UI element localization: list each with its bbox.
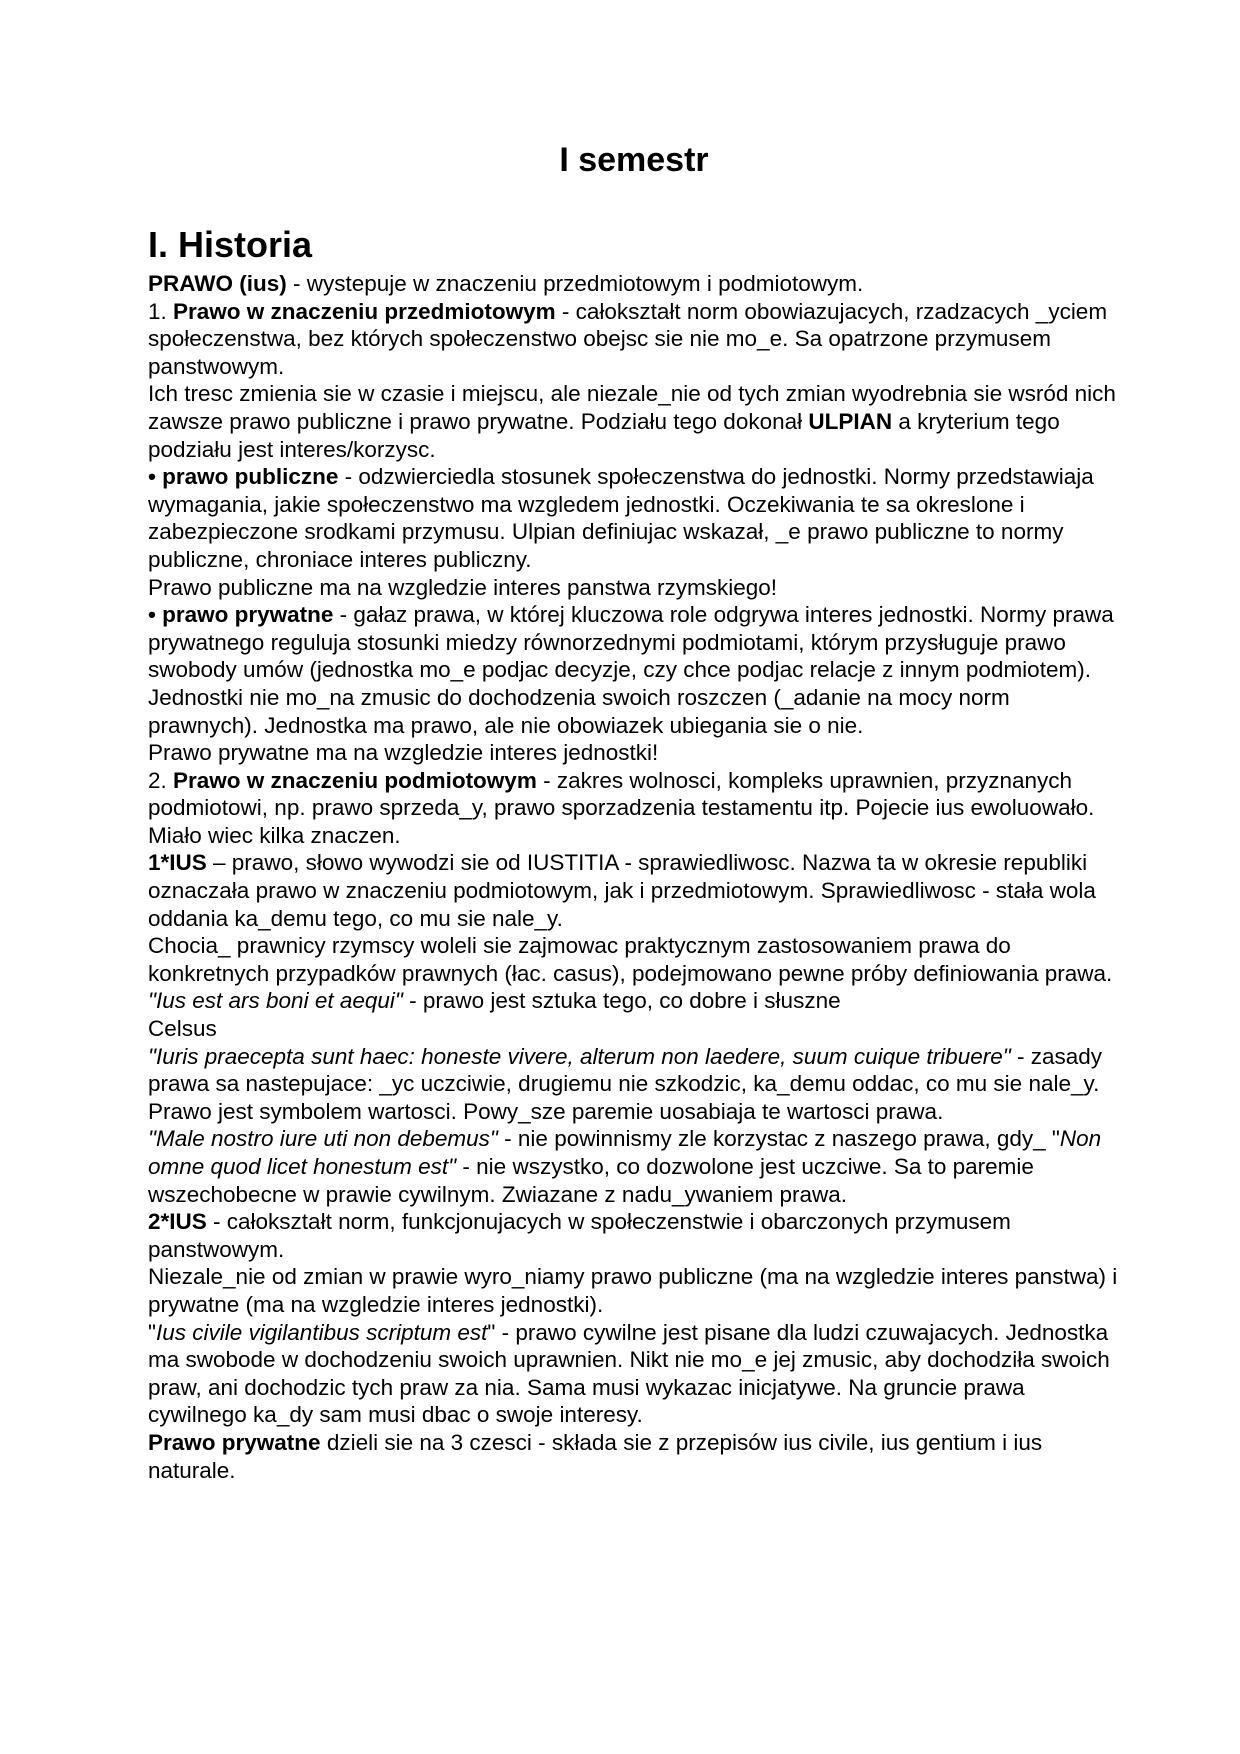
paragraph (148, 1429, 1120, 1484)
page-title: I semestr (559, 141, 709, 179)
bold-text: • prawo publiczne (148, 464, 339, 490)
text-run: - wystepuje w znaczeniu przedmiotowym i podmiotowym. (286, 271, 864, 296)
bold-text: Prawo prywatne (148, 1429, 321, 1455)
paragraph (148, 1208, 1120, 1263)
italic-text: "Iuris praecepta sunt haec: honeste vivere, alterum non laedere, suum cuique tribuere" (148, 1043, 1011, 1069)
text-run: - zasady prawa sa nastepujace: _yc uczciwie, drugiemu nie szkodzic, ka_demu oddac, co mu sie nale_y. (148, 1043, 1103, 1097)
document-body (148, 270, 1120, 1484)
paragraph (148, 932, 1120, 987)
text-run: - gałaz prawa, w której kluczowa role odgrywa interes jednostki. Normy prawa prywatnego reguluja stosunki miedzy równorzednymi podmiotami, którym przysługuje prawo swobody umów (jednostka mo_e podjac decyzje, czy chce podjac relacje z innym podmiotem). Jednostki nie mo_na zmusic do dochodzenia swoich roszczen (_adanie na mocy norm prawnych). Jednostka ma prawo, ale nie obowiazek ubiegania sie o nie. (148, 602, 1114, 738)
italic-text: Ius civile vigilantibus scriptum est (156, 1319, 488, 1345)
text-run: " - prawo cywilne jest pisane dla ludzi czuwajacych. Jednostka ma swobode w dochodzeniu swoich uprawnien. Nikt nie mo_e jej zmusic, aby dochodziła swoich praw, ani dochodzic tych praw za nia. Sama musi wykazac inicjatywe. Na gruncie prawa cywilnego ka_dy sam musi dbac o swoje interesy. (148, 1319, 1110, 1428)
bold-text: 2*IUS (148, 1209, 207, 1235)
paragraph (148, 739, 1120, 767)
paragraph (148, 987, 1120, 1015)
paragraph (148, 601, 1120, 739)
bold-text: ULPIAN (808, 408, 893, 434)
text-run: - nie powinnismy zle korzystac z naszego prawa, gdy_ " (497, 1126, 1060, 1152)
paragraph (148, 298, 1120, 381)
bold-text: Prawo w znaczeniu podmiotowym (173, 767, 537, 793)
paragraph (148, 849, 1120, 932)
text-run: Prawo publiczne ma na wzgledzie interes panstwa rzymskiego! (148, 574, 778, 600)
text-run: Celsus (148, 1016, 217, 1042)
italic-text: "Male nostro iure uti non debemus" (148, 1126, 498, 1152)
text-run: - zakres wolnosci, kompleks uprawnien, przyznanych podmiotowi, np. prawo sprzeda_y, prawo sporzadzenia testamentu itp. Pojecie ius ewoluowało. Miało wiec kilka znaczen. (148, 767, 1095, 848)
text-run: 2. (148, 767, 174, 793)
paragraph (148, 463, 1120, 573)
paragraph (148, 380, 1120, 463)
text-run: - całokształt norm obowiazujacych, rzadzacych _yciem społeczenstwa, bez których społeczenstwo obejsc sie nie mo_e. Sa opatrzone przymusem panstwowym. (148, 298, 1108, 379)
text-run: Prawo jest symbolem wartosci. Powy_sze paremie uosabiaja te wartosci prawa. (148, 1098, 944, 1124)
bold-text: 1*IUS (148, 850, 207, 876)
paragraph (148, 1125, 1120, 1208)
text-run: – prawo, słowo wywodzi sie od IUSTITIA - sprawiedliwosc. Nazwa ta w okresie republiki oznaczała prawo w znaczeniu podmiotowym, jak i przedmiotowym. Sprawiedliwosc - stała wola oddania ka_demu tego, co mu sie nale_y. (148, 850, 1096, 931)
text-run: Chocia_ prawnicy rzymscy woleli sie zajmowac praktycznym zastosowaniem prawa do konkretnych przypadków prawnych (łac. casus), podejmowano pewne próby definiowania prawa. (148, 933, 1113, 986)
bold-text: PRAWO (ius) (148, 271, 287, 296)
paragraph (148, 1098, 1120, 1126)
bold-text: Prawo w znaczeniu przedmiotowym (173, 298, 556, 324)
paragraph (148, 1015, 1120, 1043)
text-run: 1. (148, 298, 174, 324)
text-run: - nie wszystko, co dozwolone jest uczciwe. Sa to paremie wszechobecne w prawie cywilnym. Zwiazane z nadu_ywaniem prawa. (148, 1154, 1034, 1207)
paragraph (148, 767, 1120, 850)
italic-text: Non omne quod licet honestum est" (148, 1126, 1102, 1179)
section-heading: I. Historia (148, 224, 313, 265)
text-run: - całokształt norm, funkcjonujacych w społeczenstwie i obarczonych przymusem panstwowym. (148, 1209, 1011, 1262)
text-run: Ich tresc zmienia sie w czasie i miejscu, ale niezale_nie od tych zmian wyodrebnia sie wsród nich zawsze prawo publiczne i prawo prywatne. Podziału tego dokonał (148, 381, 1116, 434)
text-run: dzieli sie na 3 czesci - składa sie z przepisów ius civile, ius gentium i ius naturale. (148, 1429, 1043, 1483)
text-run: - odzwierciedla stosunek społeczenstwa do jednostki. Normy przedstawiaja wymagania, jakie społeczenstwo ma wzgledem jednostki. Oczekiwania te sa okreslone i zabezpieczone srodkami przymusu. Ulpian definiujac wskazał, _e prawo publiczne to normy publiczne, chroniace interes publiczny. (148, 464, 1094, 572)
text-run: " (148, 1319, 156, 1345)
text-run: Niezale_nie od zmian w prawie wyro_niamy prawo publiczne (ma na wzgledzie interes panstwa) i prywatne (ma na wzgledzie interes jednostki). (148, 1264, 1118, 1317)
text-run: a kryterium tego podziału jest interes/korzysc. (148, 408, 1060, 462)
text-run: - prawo jest sztuka tego, co dobre i słuszne (402, 988, 841, 1014)
bold-text: • prawo prywatne (148, 602, 334, 628)
paragraph (148, 1319, 1120, 1429)
italic-text: "Ius est ars boni et aequi" (148, 988, 403, 1014)
text-run: Prawo prywatne ma na wzgledzie interes jednostki! (148, 740, 659, 766)
paragraph (148, 1263, 1120, 1318)
paragraph (148, 574, 1120, 602)
paragraph (148, 270, 1120, 298)
paragraph (148, 1043, 1120, 1098)
